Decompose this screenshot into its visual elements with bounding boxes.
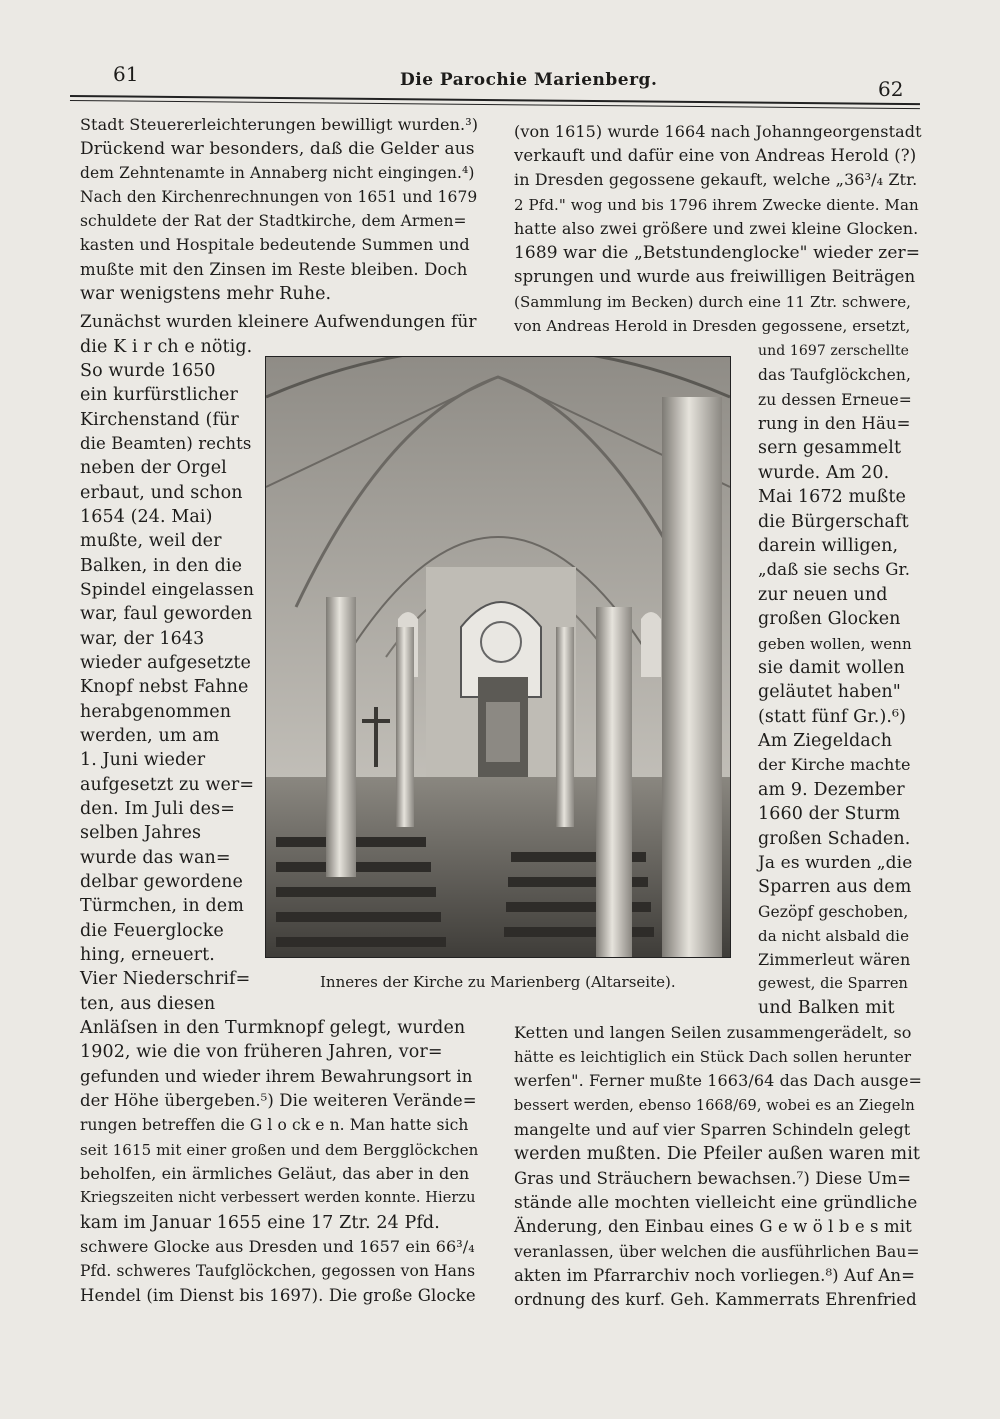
left-text-line: seit 1615 mit einer großen und dem Bergglöckchen bbox=[80, 1141, 479, 1159]
right-text-line: hatte also zwei größere und zwei kleine Glocken. bbox=[514, 219, 919, 238]
right-text-line: und Balken mit bbox=[758, 998, 895, 1018]
right-text-line: großen Schaden. bbox=[758, 829, 911, 849]
left-text-line: Anläſsen in den Turmknopf gelegt, wurden bbox=[80, 1018, 466, 1038]
left-text-line: die Beamten) rechts bbox=[80, 434, 252, 453]
left-text-line: Knopf nebst Fahne bbox=[80, 677, 249, 697]
page-number-left: 61 bbox=[113, 62, 139, 86]
left-text-line: der Höhe übergeben.⁵) Die weiteren Verände= bbox=[80, 1091, 477, 1110]
right-text-line: 2 Pfd." wog und bis 1796 ihrem Zwecke diente. Man bbox=[514, 196, 919, 214]
left-text-line: die K i r ch e nötig. bbox=[80, 337, 253, 357]
left-text-line: Drückend war besonders, daß die Gelder aus bbox=[80, 139, 475, 159]
left-text-line: Balken, in den die bbox=[80, 556, 243, 576]
left-text-line: wieder aufgesetzte bbox=[80, 653, 251, 673]
right-text-line: von Andreas Herold in Dresden gegossene, ersetzt, bbox=[514, 317, 911, 335]
right-text-line: geläutet haben" bbox=[758, 682, 901, 702]
right-text-line: zur neuen und bbox=[758, 585, 888, 605]
right-text-line: „daß sie sechs Gr. bbox=[758, 560, 911, 579]
left-text-line: kasten und Hospitale bedeutende Summen und bbox=[80, 235, 470, 254]
left-text-line: hing, erneuert. bbox=[80, 945, 215, 965]
right-text-line: werfen". Ferner mußte 1663/64 das Dach ausge= bbox=[514, 1071, 923, 1090]
right-text-line: Ketten und langen Seilen zusammengerädelt, so bbox=[514, 1023, 912, 1042]
left-text-line: schuldete der Rat der Stadtkirche, dem Armen= bbox=[80, 212, 467, 230]
right-text-line: 1660 der Sturm bbox=[758, 804, 901, 824]
right-text-line: Gezöpf geschoben, bbox=[758, 903, 909, 921]
left-text-line: aufgesetzt zu wer= bbox=[80, 775, 255, 795]
right-text-line: wurde. Am 20. bbox=[758, 463, 890, 483]
right-text-line: Sparren aus dem bbox=[758, 877, 912, 897]
left-text-line: beholfen, ein ärmliches Geläut, das aber in den bbox=[80, 1164, 470, 1183]
right-text-line: hätte es leichtiglich ein Stück Dach sollen herunter bbox=[514, 1048, 912, 1066]
left-text-line: Stadt Steuererleichterungen bewilligt wurden.³) bbox=[80, 115, 479, 134]
left-text-line: war wenigstens mehr Ruhe. bbox=[80, 284, 332, 304]
church-interior-photo bbox=[265, 356, 731, 958]
right-text-line: da nicht alsbald die bbox=[758, 927, 910, 945]
right-text-line: (statt fünf Gr.).⁶) bbox=[758, 707, 907, 727]
left-text-line: Kirchenstand (für bbox=[80, 410, 239, 430]
right-text-line: die Bürgerschaft bbox=[758, 512, 909, 532]
right-text-line: akten im Pfarrarchiv noch vorliegen.⁸) Auf An= bbox=[514, 1266, 916, 1285]
left-text-line: erbaut, und schon bbox=[80, 483, 243, 503]
right-text-line: Mai 1672 mußte bbox=[758, 487, 906, 507]
right-text-line: großen Glocken bbox=[758, 609, 901, 629]
header-rule bbox=[70, 95, 920, 109]
left-text-line: herabgenommen bbox=[80, 702, 232, 722]
left-text-line: 1. Juni wieder bbox=[80, 750, 206, 770]
left-text-line: war, der 1643 bbox=[80, 629, 205, 649]
right-text-line: zu dessen Erneue= bbox=[758, 391, 912, 409]
right-text-line: Zimmerleut wären bbox=[758, 950, 911, 969]
right-text-line: veranlassen, über welchen die ausführlichen Bau= bbox=[514, 1243, 920, 1261]
left-text-line: rungen betreffen die G l o ck e n. Man hatte sich bbox=[80, 1116, 469, 1134]
right-text-line: in Dresden gegossene gekauft, welche „36³/₄ Ztr. bbox=[514, 170, 918, 189]
right-text-line: rung in den Häu= bbox=[758, 414, 911, 433]
left-text-line: mußte mit den Zinsen im Reste bleiben. Doch bbox=[80, 260, 468, 279]
right-text-line: geben wollen, wenn bbox=[758, 635, 912, 653]
left-text-line: schwere Glocke aus Dresden und 1657 ein 66³/₄ bbox=[80, 1237, 475, 1256]
left-text-line: gefunden und wieder ihrem Bewahrungsort in bbox=[80, 1067, 473, 1086]
church-interior-illustration bbox=[266, 357, 730, 957]
right-text-line: (von 1615) wurde 1664 nach Johanngeorgenstadt bbox=[514, 122, 922, 141]
right-text-line: darein willigen, bbox=[758, 536, 899, 556]
right-text-line: Gras und Sträuchern bewachsen.⁷) Diese Um= bbox=[514, 1169, 912, 1188]
left-text-line: 1654 (24. Mai) bbox=[80, 507, 213, 527]
left-text-line: mußte, weil der bbox=[80, 531, 222, 551]
right-text-line: am 9. Dezember bbox=[758, 780, 905, 800]
left-text-line: Kriegszeiten nicht verbessert werden konnte. Hierzu bbox=[80, 1190, 476, 1206]
left-text-line: ein kurfürstlicher bbox=[80, 385, 238, 405]
left-text-line: die Feuerglocke bbox=[80, 921, 224, 941]
left-text-line: werden, um am bbox=[80, 726, 220, 746]
right-text-line: (Sammlung im Becken) durch eine 11 Ztr. schwere, bbox=[514, 293, 912, 311]
running-title: Die Parochie Marienberg. bbox=[400, 70, 658, 90]
left-text-line: neben der Orgel bbox=[80, 458, 227, 478]
right-text-line: sie damit wollen bbox=[758, 658, 905, 678]
left-text-line: wurde das wan= bbox=[80, 848, 231, 868]
right-text-line: der Kirche machte bbox=[758, 755, 911, 774]
right-text-line: bessert werden, ebenso 1668/69, wobei es an Ziegeln bbox=[514, 1098, 915, 1114]
right-text-line: gewest, die Sparren bbox=[758, 976, 908, 992]
right-text-line: sern gesammelt bbox=[758, 438, 902, 458]
left-text-line: delbar gewordene bbox=[80, 872, 243, 892]
left-text-line: selben Jahres bbox=[80, 823, 202, 843]
left-text-line: 1902, wie die von früheren Jahren, vor= bbox=[80, 1042, 443, 1062]
figure-caption: Inneres der Kirche zu Marienberg (Altarseite). bbox=[320, 973, 676, 991]
left-text-line: war, faul geworden bbox=[80, 604, 253, 624]
right-text-line: sprungen und wurde aus freiwilligen Beiträgen bbox=[514, 267, 916, 286]
right-text-line: verkauft und dafür eine von Andreas Herold (?) bbox=[514, 146, 917, 165]
left-text-line: kam im Januar 1655 eine 17 Ztr. 24 Pfd. bbox=[80, 1213, 440, 1233]
right-text-line: 1689 war die „Betstundenglocke" wieder zer= bbox=[514, 243, 921, 263]
right-text-line: Änderung, den Einbau eines G e w ö l b e s mit bbox=[514, 1217, 912, 1236]
right-text-line: ordnung des kurf. Geh. Kammerrats Ehrenfried bbox=[514, 1290, 917, 1309]
left-text-line: dem Zehntenamte in Annaberg nicht eingingen.⁴) bbox=[80, 164, 475, 182]
page-number-right: 62 bbox=[878, 77, 904, 101]
left-text-line: Zunächst wurden kleinere Aufwendungen für bbox=[80, 312, 477, 332]
left-text-line: So wurde 1650 bbox=[80, 361, 216, 381]
left-text-line: Spindel eingelassen bbox=[80, 580, 255, 600]
right-text-line: werden mußten. Die Pfeiler außen waren mit bbox=[514, 1144, 921, 1164]
right-text-line: und 1697 zerschellte bbox=[758, 343, 910, 359]
left-text-line: ten, aus diesen bbox=[80, 994, 216, 1014]
right-text-line: Ja es wurden „die bbox=[758, 853, 913, 873]
right-text-line: mangelte und auf vier Sparren Schindeln gelegt bbox=[514, 1120, 911, 1139]
right-text-line: stände alle mochten vielleicht eine gründliche bbox=[514, 1193, 918, 1213]
left-text-line: Türmchen, in dem bbox=[80, 896, 244, 916]
left-text-line: den. Im Juli des= bbox=[80, 799, 235, 819]
right-text-line: Am Ziegeldach bbox=[758, 731, 893, 751]
left-text-line: Pfd. schweres Taufglöckchen, gegossen von Hans bbox=[80, 1262, 476, 1280]
left-text-line: Vier Niederschrif= bbox=[80, 969, 251, 989]
left-text-line: Nach den Kirchenrechnungen von 1651 und 1679 bbox=[80, 188, 478, 206]
right-text-line: das Taufglöckchen, bbox=[758, 366, 911, 384]
left-text-line: Hendel (im Dienst bis 1697). Die große Glocke bbox=[80, 1286, 476, 1305]
